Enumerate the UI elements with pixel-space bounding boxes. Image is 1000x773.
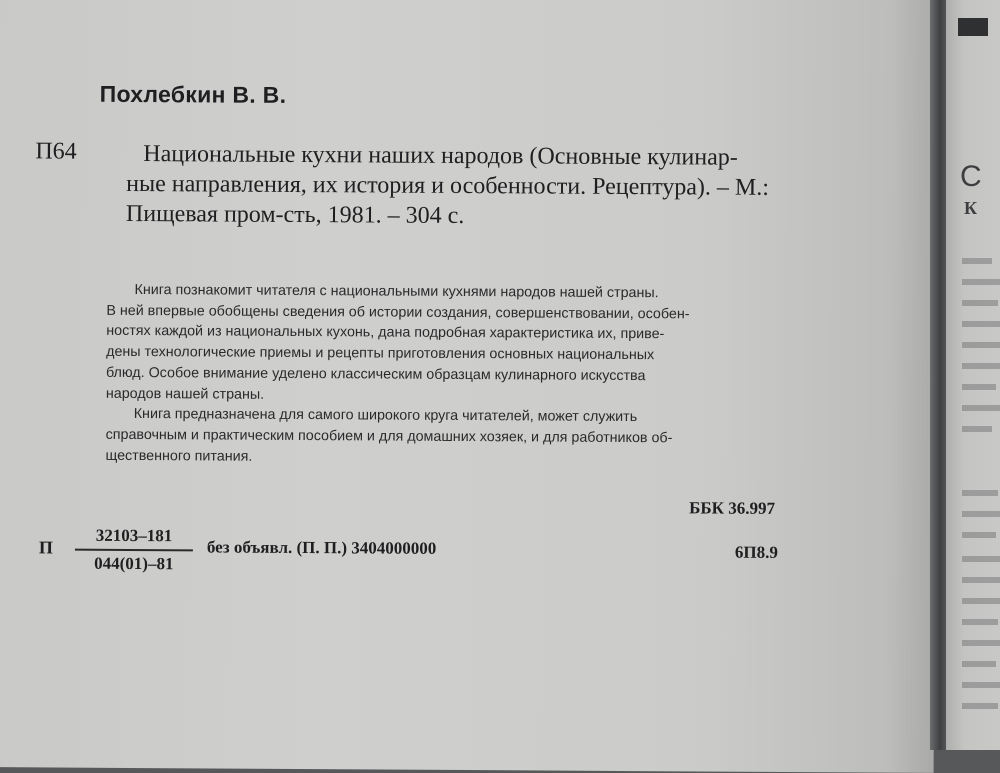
bibliographic-description bbox=[125, 139, 770, 233]
publisher-index-note: без объявл. (П. П.) 3404000000 bbox=[206, 537, 437, 558]
adjacent-page-mark bbox=[958, 18, 988, 36]
abstract-line: Книга предназначена для самого широкого круга читателей, может служить bbox=[133, 406, 638, 426]
adjacent-page bbox=[946, 0, 1000, 750]
abstract bbox=[105, 280, 689, 470]
adjacent-text-line bbox=[962, 619, 998, 625]
abstract-line: щественного питания. bbox=[105, 447, 253, 465]
adjacent-text-line bbox=[962, 661, 996, 667]
abstract-line: Книга познакомит читателя с национальными кухнями народов нашей страны. bbox=[134, 281, 659, 302]
bibliographic-line: Пищевая пром-сть, 1981. – 304 с. bbox=[125, 200, 465, 230]
bibliographic-line: ные направления, их история и особенности. Рецептура). – М.: bbox=[126, 170, 770, 201]
adjacent-text-line bbox=[962, 682, 1000, 688]
abstract-line: ностях каждой из национальных кухонь, дана подробная характеристика их, приве- bbox=[106, 323, 665, 343]
abstract-line: блюд. Особое внимание уделено классическим образцам кулинарного искусства bbox=[105, 364, 646, 384]
adjacent-text-line bbox=[962, 363, 1000, 369]
adjacent-text-line bbox=[962, 258, 992, 264]
udk-code: 6П8.9 bbox=[734, 542, 778, 562]
adjacent-text-line bbox=[962, 490, 998, 496]
adjacent-text-line bbox=[962, 640, 1000, 646]
abstract-line: В ней впервые обобщены сведения об истории создания, совершенствовании, особен- bbox=[106, 302, 690, 323]
adjacent-text-line bbox=[962, 511, 1000, 517]
abstract-line: народов нашей страны. bbox=[105, 385, 265, 403]
author-name: Похлебкин В. В. bbox=[99, 80, 287, 108]
adjacent-page-subheading: К bbox=[964, 198, 978, 218]
abstract-line: справочным и практическим пособием и для домашних хозяек, и для работников об- bbox=[105, 426, 673, 447]
adjacent-text-line bbox=[962, 703, 998, 709]
bibliographic-line: Национальные кухни наших народов (Основные кулинар- bbox=[143, 141, 738, 171]
adjacent-text-line bbox=[962, 532, 996, 538]
adjacent-text-line bbox=[962, 405, 1000, 411]
catalog-code: П64 bbox=[35, 138, 77, 165]
adjacent-text-line bbox=[962, 342, 1000, 348]
adjacent-text-line bbox=[962, 384, 996, 390]
publisher-index-fraction bbox=[75, 526, 193, 575]
publisher-index-letter: П bbox=[38, 537, 54, 558]
adjacent-page-heading: С bbox=[960, 160, 982, 193]
adjacent-text-line bbox=[962, 321, 1000, 327]
adjacent-text-line bbox=[962, 556, 1000, 562]
adjacent-text-line bbox=[962, 426, 992, 432]
bbk-code: ББК 36.997 bbox=[689, 498, 776, 518]
adjacent-text-line bbox=[962, 598, 1000, 604]
publisher-index-denominator: 044(01)–81 bbox=[94, 553, 174, 574]
publisher-index-numerator: 32103–181 bbox=[75, 526, 193, 552]
adjacent-text-line bbox=[962, 300, 998, 306]
adjacent-text-line bbox=[962, 279, 1000, 285]
adjacent-text-line bbox=[962, 577, 1000, 583]
abstract-line: дены технологические приемы и рецепты приготовления основных национальных bbox=[106, 343, 655, 364]
